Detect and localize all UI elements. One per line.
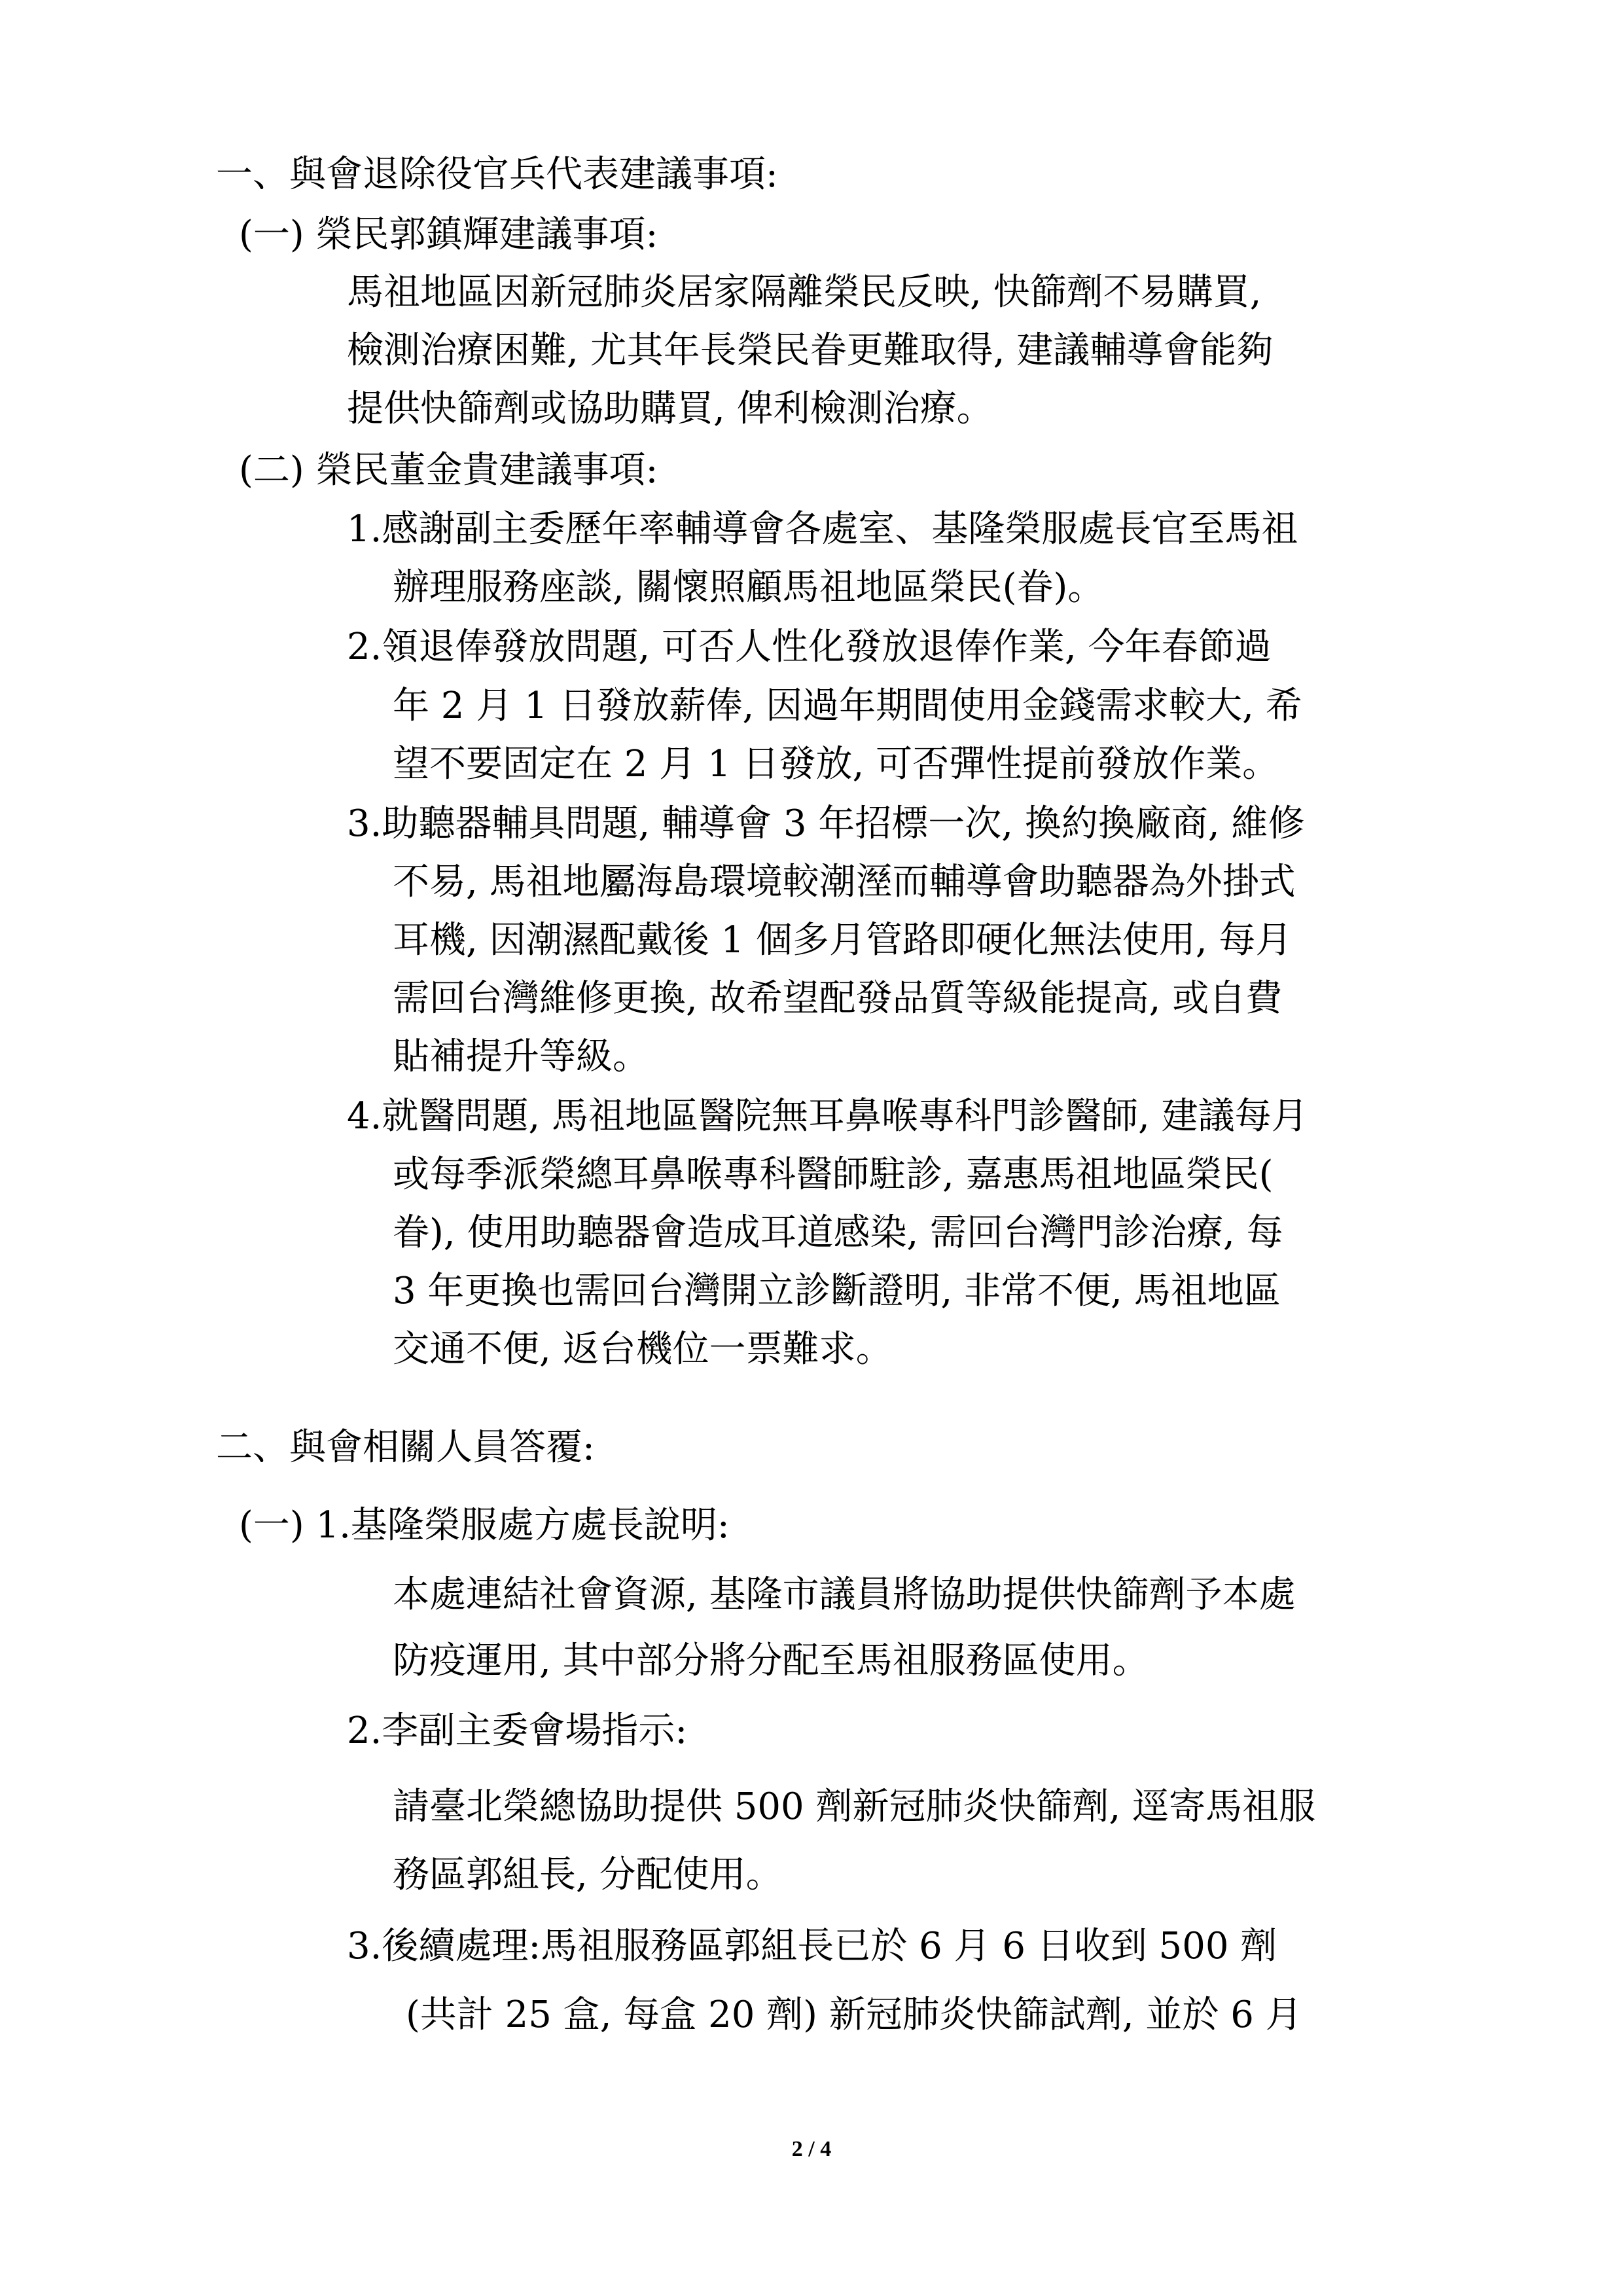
list-item-line: (共計 25 盒, 每盒 20 劑) 新冠肺炎快篩試劑, 並於 6 月 [406,1994,1302,2036]
list-item-line: 年 2 月 1 日發放薪俸, 因過年期間使用金錢需求較大, 希 [393,685,1302,727]
list-item-line: 望不要固定在 2 月 1 日發放, 可否彈性提前發放作業。 [393,743,1279,785]
paragraph-line: 務區郭組長, 分配使用。 [393,1854,783,1896]
section-heading-2: 二、與會相關人員答覆: [216,1426,595,1469]
list-item-line: 需回台灣維修更換, 故希望配發品質等級能提高, 或自費 [393,977,1283,1020]
paragraph-line: 馬祖地區因新冠肺炎居家隔離榮民反映, 快篩劑不易購買, [347,271,1262,314]
paragraph-line: 請臺北榮總協助提供 500 劑新冠肺炎快篩劑, 逕寄馬祖服 [393,1785,1316,1828]
list-item-line: 不易, 馬祖地屬海島環境較潮溼而輔導會助聽器為外掛式 [393,861,1296,903]
subsection-heading-1-1: (一) 榮民郭鎮輝建議事項: [239,213,658,256]
subsection-heading-1-2: (二) 榮民董金貴建議事項: [239,449,658,492]
list-item-line: 3 年更換也需回台灣開立診斷證明, 非常不便, 馬祖地區 [393,1270,1281,1312]
page-number: 2 / 4 [791,2137,832,2161]
section-heading-1: 一、與會退除役官兵代表建議事項: [216,153,778,196]
paragraph-line: 本處連結社會資源, 基隆市議員將協助提供快篩劑予本處 [393,1573,1296,1616]
list-item-line: 2.李副主委會場指示: [347,1710,688,1752]
list-item-line: 3.助聽器輔具問題, 輔導會 3 年招標一次, 換約換廠商, 維修 [347,802,1305,845]
paragraph-line: 防疫運用, 其中部分將分配至馬祖服務區使用。 [393,1640,1149,1682]
paragraph-line: 檢測治療困難, 尤其年長榮民眷更難取得, 建議輔導會能夠 [347,329,1274,372]
list-item-line: 交通不便, 返台機位一票難求。 [393,1328,893,1371]
list-item-line: 耳機, 因潮濕配戴後 1 個多月管路即硬化無法使用, 每月 [393,919,1293,961]
list-item-line: 1.感謝副主委歷年率輔導會各處室、基隆榮服處長官至馬祖 [347,508,1298,550]
list-item-line: 辦理服務座談, 關懷照顧馬祖地區榮民(眷)。 [393,566,1105,609]
list-item-line: 4.就醫問題, 馬祖地區醫院無耳鼻喉專科門診醫師, 建議每月 [347,1095,1308,1138]
list-item-line: 或每季派榮總耳鼻喉專科醫師駐診, 嘉惠馬祖地區榮民( [393,1153,1274,1196]
subsection-heading-2-1: (一) 1.基隆榮服處方處長說明: [239,1504,730,1547]
list-item-line: 眷), 使用助聽器會造成耳道感染, 需回台灣門診治療, 每 [393,1211,1283,1254]
paragraph-line: 提供快篩劑或協助購買, 俾利檢測治療。 [347,387,993,430]
list-item-line: 3.後續處理:馬祖服務區郭組長已於 6 月 6 日收到 500 劑 [347,1925,1277,1967]
list-item-line: 2.領退俸發放問題, 可否人性化發放退俸作業, 今年春節過 [347,626,1272,668]
list-item-line: 貼補提升等級。 [393,1035,649,1078]
